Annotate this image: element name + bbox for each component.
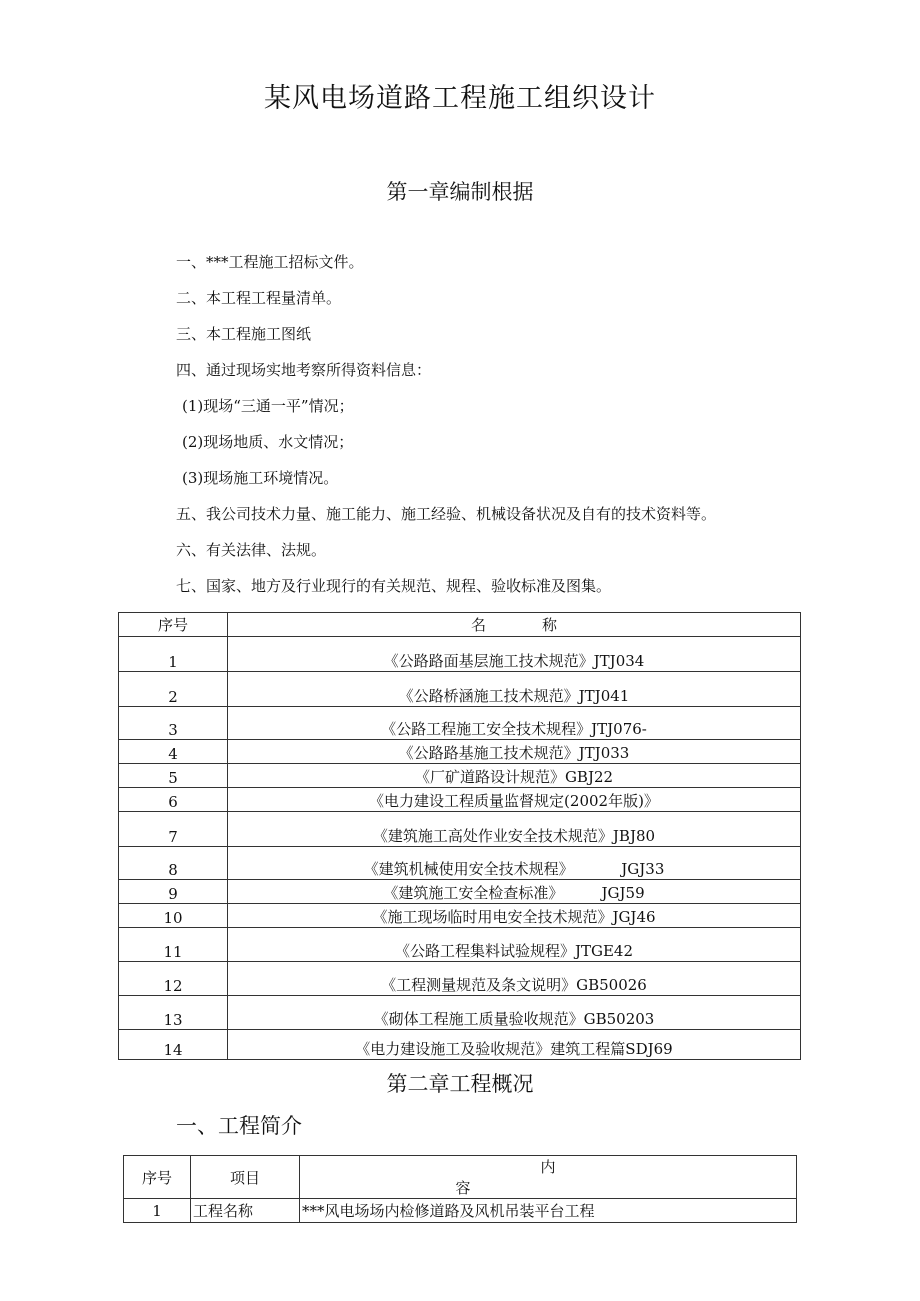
row-no: 5 [119,764,228,788]
row-no: 14 [119,1030,228,1060]
basis-item-4: 四、通过现场实地考察所得资料信息： [176,361,432,379]
basis-item-1: 一、***工程施工招标文件。 [176,253,364,271]
table-header-row [124,1156,797,1199]
row-no: 8 [119,847,228,880]
header-name [228,613,801,637]
row-no: 9 [119,880,228,904]
row-name: 《公路工程集料试验规程》JTGE42 [228,928,801,962]
header-item: 项目 [191,1156,300,1199]
table-row [119,904,801,928]
basis-item-6: 六、有关法律、法规。 [176,541,327,559]
row-no: 13 [119,996,228,1030]
row-no: 2 [119,672,228,707]
project-info-table [123,1155,797,1223]
chapter-2-heading: 第二章工程概况 [386,1072,534,1096]
row-no: 7 [119,812,228,847]
table-row [119,1030,801,1060]
table-row [119,788,801,812]
document-title: 某风电场道路工程施工组织设计 [264,83,656,114]
chapter-1-heading: 第一章编制根据 [386,180,534,204]
table-row [119,764,801,788]
basis-subitem-3: (3)现场施工环境情况。 [182,469,339,487]
row-name: 《公路路基施工技术规范》JTJ033 [228,740,801,764]
row-name: 《工程测量规范及条文说明》GB50026 [228,962,801,996]
row-no: 10 [119,904,228,928]
header-name-label: 名称 [470,616,613,634]
row-name: 《建筑施工高处作业安全技术规范》JBJ80 [228,812,801,847]
row-name: 《建筑施工安全检查标准》 JGJ59 [228,880,801,904]
row-item: 工程名称 [191,1199,300,1223]
row-name: 《电力建设施工及验收规范》建筑工程篇SDJ69 [228,1030,801,1060]
header-serial: 序号 [119,613,228,637]
row-no: 6 [119,788,228,812]
table-header-row [119,613,801,637]
row-name: 《公路路面基层施工技术规范》JTJ034 [228,637,801,672]
header-content [300,1156,797,1199]
row-name: 《公路工程施工安全技术规程》JTJ076- [228,707,801,740]
header-content-label: 内容 [455,1158,726,1197]
table-row [119,962,801,996]
row-name: 《厂矿道路设计规范》GBJ22 [228,764,801,788]
row-no: 12 [119,962,228,996]
basis-item-2: 二、本工程工程量清单。 [176,289,342,307]
row-no: 11 [119,928,228,962]
row-content: ***风电场场内检修道路及风机吊装平台工程 [300,1199,797,1223]
basis-item-7: 七、国家、地方及行业现行的有关规范、规程、验收标准及图集。 [176,577,612,595]
table-row [119,637,801,672]
table-row [124,1199,797,1223]
basis-item-3: 三、本工程施工图纸 [176,325,312,343]
row-no: 3 [119,707,228,740]
section-project-intro: 一、工程简介 [176,1114,302,1138]
row-no: 1 [124,1199,191,1223]
table-row [119,740,801,764]
basis-item-5: 五、我公司技术力量、施工能力、施工经验、机械设备状况及自有的技术资料等。 [176,505,717,523]
basis-subitem-1: (1)现场“三通一平”情况； [182,397,354,415]
table-row [119,928,801,962]
table-row [119,812,801,847]
table-row [119,672,801,707]
standards-table [118,612,801,1060]
row-no: 4 [119,740,228,764]
row-name: 《电力建设工程质量监督规定(2002年版)》 [228,788,801,812]
table-row [119,996,801,1030]
row-name: 《公路桥涵施工技术规范》JTJ041 [228,672,801,707]
table-row [119,847,801,880]
row-no: 1 [119,637,228,672]
table-row [119,880,801,904]
row-name: 《施工现场临时用电安全技术规范》JGJ46 [228,904,801,928]
row-name: 《砌体工程施工质量验收规范》GB50203 [228,996,801,1030]
basis-subitem-2: (2)现场地质、水文情况； [182,433,354,451]
table-row [119,707,801,740]
header-serial: 序号 [124,1156,191,1199]
row-name: 《建筑机械使用安全技术规程》 JGJ33 [228,847,801,880]
